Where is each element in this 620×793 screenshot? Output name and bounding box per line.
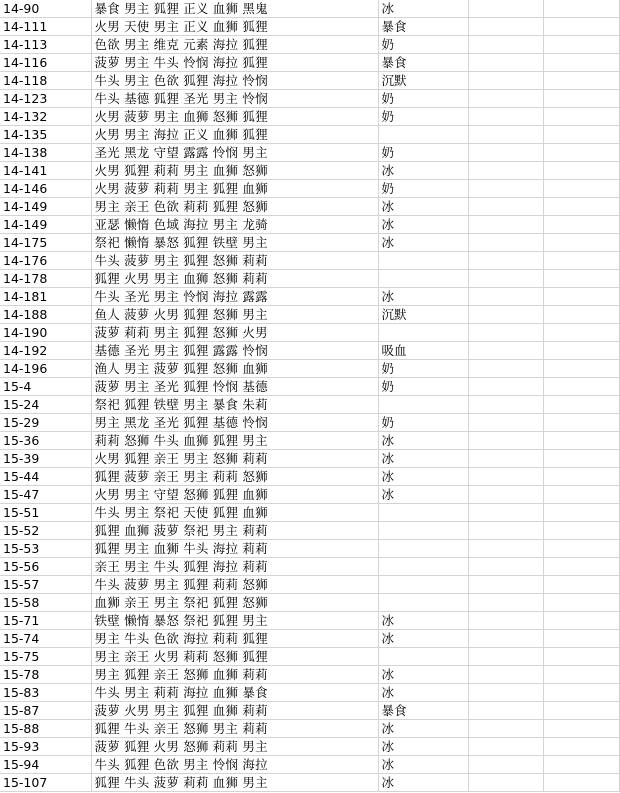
cell-empty[interactable] (543, 576, 619, 594)
cell-tag[interactable]: 沉默 (378, 306, 468, 324)
cell-team[interactable]: 牛头 男主 色欲 狐狸 海拉 怜悯 (91, 72, 378, 90)
cell-id[interactable]: 15-107 (0, 774, 91, 792)
cell-tag[interactable]: 暴食 (378, 702, 468, 720)
cell-empty[interactable] (468, 432, 543, 450)
cell-empty[interactable] (468, 378, 543, 396)
cell-empty[interactable] (468, 234, 543, 252)
cell-team[interactable]: 牛头 狐狸 色欲 男主 怜悯 海拉 (91, 756, 378, 774)
cell-team[interactable]: 渔人 男主 菠萝 狐狸 怒狮 血狮 (91, 360, 378, 378)
cell-id[interactable]: 14-146 (0, 180, 91, 198)
cell-id[interactable]: 14-141 (0, 162, 91, 180)
table-row (0, 252, 619, 270)
table-row (0, 36, 619, 54)
cell-empty[interactable] (468, 216, 543, 234)
cell-empty[interactable] (543, 504, 619, 522)
cell-tag[interactable]: 冰 (378, 216, 468, 234)
cell-tag[interactable]: 冰 (378, 738, 468, 756)
cell-empty[interactable] (468, 54, 543, 72)
cell-team[interactable]: 血狮 亲王 男主 祭祀 狐狸 怒狮 (91, 594, 378, 612)
cell-tag[interactable] (378, 648, 468, 666)
cell-id[interactable]: 14-116 (0, 54, 91, 72)
cell-id[interactable]: 15-44 (0, 468, 91, 486)
table-row (0, 108, 619, 126)
cell-empty[interactable] (468, 36, 543, 54)
table-row (0, 144, 619, 162)
cell-tag[interactable] (378, 270, 468, 288)
table-row (0, 684, 619, 702)
cell-team[interactable]: 火男 狐狸 亲王 男主 怒狮 莉莉 (91, 450, 378, 468)
table-row (0, 0, 619, 18)
cell-empty[interactable] (543, 594, 619, 612)
cell-tag[interactable]: 冰 (378, 486, 468, 504)
cell-id[interactable]: 15-93 (0, 738, 91, 756)
cell-tag[interactable]: 冰 (378, 198, 468, 216)
cell-id[interactable]: 15-51 (0, 504, 91, 522)
table-row (0, 522, 619, 540)
cell-empty[interactable] (468, 324, 543, 342)
table-row (0, 702, 619, 720)
cell-empty[interactable] (543, 486, 619, 504)
table-row (0, 54, 619, 72)
cell-tag[interactable] (378, 540, 468, 558)
table-row (0, 18, 619, 36)
cell-team[interactable]: 男主 牛头 色欲 海拉 莉莉 狐狸 (91, 630, 378, 648)
cell-id[interactable]: 14-132 (0, 108, 91, 126)
cell-empty[interactable] (543, 612, 619, 630)
cell-empty[interactable] (468, 72, 543, 90)
table-row (0, 504, 619, 522)
cell-empty[interactable] (543, 630, 619, 648)
cell-empty[interactable] (468, 540, 543, 558)
cell-team[interactable]: 牛头 菠萝 男主 狐狸 莉莉 怒狮 (91, 576, 378, 594)
table-row (0, 72, 619, 90)
cell-id[interactable]: 15-71 (0, 612, 91, 630)
cell-team[interactable]: 火男 天使 男主 正义 血狮 狐狸 (91, 18, 378, 36)
table-row (0, 576, 619, 594)
cell-tag[interactable] (378, 594, 468, 612)
cell-tag[interactable]: 冰 (378, 468, 468, 486)
cell-tag[interactable]: 吸血 (378, 342, 468, 360)
cell-tag[interactable]: 奶 (378, 36, 468, 54)
cell-tag[interactable] (378, 522, 468, 540)
cell-empty[interactable] (468, 288, 543, 306)
cell-team[interactable]: 火男 菠萝 男主 血狮 怒狮 狐狸 (91, 108, 378, 126)
cell-id[interactable]: 15-57 (0, 576, 91, 594)
cell-empty[interactable] (543, 414, 619, 432)
cell-team[interactable]: 暴食 男主 狐狸 正义 血狮 黑鬼 (91, 0, 378, 18)
cell-empty[interactable] (543, 90, 619, 108)
cell-tag[interactable]: 奶 (378, 378, 468, 396)
cell-tag[interactable]: 冰 (378, 684, 468, 702)
cell-team[interactable]: 色欲 男主 维克 元素 海拉 狐狸 (91, 36, 378, 54)
table-row (0, 306, 619, 324)
table-row (0, 216, 619, 234)
cell-empty[interactable] (543, 18, 619, 36)
cell-empty[interactable] (468, 720, 543, 738)
cell-id[interactable]: 14-149 (0, 198, 91, 216)
cell-empty[interactable] (543, 36, 619, 54)
table-row (0, 486, 619, 504)
cell-empty[interactable] (543, 684, 619, 702)
cell-tag[interactable]: 冰 (378, 450, 468, 468)
cell-empty[interactable] (543, 756, 619, 774)
cell-empty[interactable] (543, 180, 619, 198)
cell-id[interactable]: 15-4 (0, 378, 91, 396)
cell-empty[interactable] (543, 288, 619, 306)
cell-empty[interactable] (543, 378, 619, 396)
cell-team[interactable]: 牛头 男主 祭祀 天使 狐狸 血狮 (91, 504, 378, 522)
table-row (0, 738, 619, 756)
cell-empty[interactable] (468, 342, 543, 360)
cell-id[interactable]: 15-87 (0, 702, 91, 720)
cell-empty[interactable] (468, 522, 543, 540)
table-row (0, 594, 619, 612)
cell-team[interactable]: 男主 狐狸 亲王 怒狮 血狮 莉莉 (91, 666, 378, 684)
cell-empty[interactable] (543, 144, 619, 162)
cell-id[interactable]: 14-196 (0, 360, 91, 378)
cell-empty[interactable] (468, 126, 543, 144)
cell-id[interactable]: 14-178 (0, 270, 91, 288)
cell-empty[interactable] (468, 360, 543, 378)
cell-id[interactable]: 14-188 (0, 306, 91, 324)
cell-team[interactable]: 菠萝 火男 男主 狐狸 血狮 莉莉 (91, 702, 378, 720)
cell-empty[interactable] (468, 252, 543, 270)
cell-empty[interactable] (468, 486, 543, 504)
cell-empty[interactable] (468, 414, 543, 432)
cell-id[interactable]: 15-56 (0, 558, 91, 576)
cell-id[interactable]: 15-52 (0, 522, 91, 540)
cell-team[interactable]: 牛头 基德 狐狸 圣光 男主 怜悯 (91, 90, 378, 108)
table-row (0, 648, 619, 666)
table-row (0, 90, 619, 108)
cell-team[interactable]: 狐狸 火男 男主 血狮 怒狮 莉莉 (91, 270, 378, 288)
cell-team[interactable]: 鱼人 菠萝 火男 狐狸 怒狮 男主 (91, 306, 378, 324)
cell-tag[interactable]: 奶 (378, 144, 468, 162)
cell-empty[interactable] (468, 108, 543, 126)
cell-empty[interactable] (543, 306, 619, 324)
cell-empty[interactable] (468, 468, 543, 486)
cell-id[interactable]: 15-83 (0, 684, 91, 702)
cell-team[interactable]: 基德 圣光 男主 狐狸 露露 怜悯 (91, 342, 378, 360)
cell-id[interactable]: 15-36 (0, 432, 91, 450)
cell-empty[interactable] (468, 270, 543, 288)
table-row (0, 720, 619, 738)
table-row (0, 324, 619, 342)
table-row (0, 396, 619, 414)
cell-id[interactable]: 14-149 (0, 216, 91, 234)
cell-team[interactable]: 狐狸 牛头 亲王 怒狮 男主 莉莉 (91, 720, 378, 738)
table-row (0, 432, 619, 450)
cell-empty[interactable] (468, 306, 543, 324)
cell-tag[interactable]: 暴食 (378, 54, 468, 72)
cell-tag[interactable] (378, 504, 468, 522)
cell-team[interactable]: 男主 黑龙 圣光 狐狸 基德 怜悯 (91, 414, 378, 432)
table-row (0, 378, 619, 396)
cell-empty[interactable] (543, 360, 619, 378)
cell-id[interactable]: 14-176 (0, 252, 91, 270)
cell-empty[interactable] (543, 702, 619, 720)
cell-empty[interactable] (543, 324, 619, 342)
cell-empty[interactable] (543, 738, 619, 756)
cell-id[interactable]: 14-90 (0, 0, 91, 18)
cell-empty[interactable] (468, 594, 543, 612)
cell-empty[interactable] (543, 396, 619, 414)
cell-empty[interactable] (468, 162, 543, 180)
cell-team[interactable]: 火男 男主 海拉 正义 血狮 狐狸 (91, 126, 378, 144)
cell-tag[interactable] (378, 126, 468, 144)
cell-tag[interactable]: 奶 (378, 180, 468, 198)
cell-empty[interactable] (468, 666, 543, 684)
cell-team[interactable]: 牛头 菠萝 男主 狐狸 怒狮 莉莉 (91, 252, 378, 270)
cell-id[interactable]: 15-74 (0, 630, 91, 648)
cell-empty[interactable] (468, 144, 543, 162)
cell-empty[interactable] (543, 54, 619, 72)
cell-empty[interactable] (543, 72, 619, 90)
cell-tag[interactable]: 冰 (378, 234, 468, 252)
cell-tag[interactable] (378, 396, 468, 414)
table-row (0, 180, 619, 198)
cell-tag[interactable]: 冰 (378, 612, 468, 630)
cell-tag[interactable]: 冰 (378, 720, 468, 738)
cell-id[interactable]: 15-58 (0, 594, 91, 612)
cell-empty[interactable] (468, 702, 543, 720)
cell-empty[interactable] (543, 450, 619, 468)
cell-empty[interactable] (543, 432, 619, 450)
cell-empty[interactable] (468, 648, 543, 666)
cell-tag[interactable]: 奶 (378, 414, 468, 432)
cell-empty[interactable] (543, 720, 619, 738)
table-row (0, 342, 619, 360)
cell-id[interactable]: 14-181 (0, 288, 91, 306)
table-row (0, 360, 619, 378)
cell-team[interactable]: 火男 狐狸 莉莉 男主 血狮 怒狮 (91, 162, 378, 180)
cell-empty[interactable] (543, 234, 619, 252)
table-row (0, 774, 619, 792)
cell-team[interactable]: 祭祀 狐狸 铁壁 男主 暴食 朱莉 (91, 396, 378, 414)
cell-empty[interactable] (468, 738, 543, 756)
cell-id[interactable]: 14-123 (0, 90, 91, 108)
cell-empty[interactable] (543, 0, 619, 18)
table-row (0, 288, 619, 306)
cell-id[interactable]: 15-75 (0, 648, 91, 666)
cell-tag[interactable]: 冰 (378, 162, 468, 180)
cell-empty[interactable] (543, 126, 619, 144)
table-row (0, 558, 619, 576)
cell-tag[interactable]: 冰 (378, 432, 468, 450)
cell-tag[interactable]: 冰 (378, 630, 468, 648)
cell-team[interactable]: 圣光 黑龙 守望 露露 怜悯 男主 (91, 144, 378, 162)
cell-team[interactable]: 亚瑟 懒惰 色域 海拉 男主 龙骑 (91, 216, 378, 234)
cell-tag[interactable]: 冰 (378, 756, 468, 774)
cell-tag[interactable] (378, 324, 468, 342)
cell-empty[interactable] (543, 774, 619, 792)
table-row (0, 756, 619, 774)
cell-empty[interactable] (543, 216, 619, 234)
cell-team[interactable]: 牛头 圣光 男主 怜悯 海拉 露露 (91, 288, 378, 306)
cell-empty[interactable] (543, 558, 619, 576)
cell-id[interactable]: 14-111 (0, 18, 91, 36)
cell-tag[interactable]: 冰 (378, 774, 468, 792)
cell-tag[interactable]: 冰 (378, 666, 468, 684)
cell-team[interactable]: 男主 亲王 火男 莉莉 怒狮 狐狸 (91, 648, 378, 666)
cell-tag[interactable]: 冰 (378, 288, 468, 306)
cell-team[interactable]: 狐狸 男主 血狮 牛头 海拉 莉莉 (91, 540, 378, 558)
cell-empty[interactable] (468, 612, 543, 630)
cell-team[interactable]: 菠萝 男主 圣光 狐狸 怜悯 基德 (91, 378, 378, 396)
table-row (0, 450, 619, 468)
cell-id[interactable]: 15-53 (0, 540, 91, 558)
table-row (0, 270, 619, 288)
cell-team[interactable]: 火男 菠萝 莉莉 男主 狐狸 血狮 (91, 180, 378, 198)
cell-tag[interactable]: 奶 (378, 90, 468, 108)
cell-empty[interactable] (543, 666, 619, 684)
cell-team[interactable]: 亲王 男主 牛头 狐狸 海拉 莉莉 (91, 558, 378, 576)
cell-empty[interactable] (543, 468, 619, 486)
cell-empty[interactable] (543, 648, 619, 666)
cell-empty[interactable] (468, 684, 543, 702)
cell-team[interactable]: 狐狸 血狮 菠萝 祭祀 男主 莉莉 (91, 522, 378, 540)
cell-team[interactable]: 莉莉 怒狮 牛头 血狮 狐狸 男主 (91, 432, 378, 450)
cell-empty[interactable] (468, 630, 543, 648)
cell-team[interactable]: 狐狸 牛头 菠萝 莉莉 血狮 男主 (91, 774, 378, 792)
cell-id[interactable]: 14-175 (0, 234, 91, 252)
cell-id[interactable]: 14-190 (0, 324, 91, 342)
cell-empty[interactable] (468, 756, 543, 774)
cell-empty[interactable] (543, 252, 619, 270)
cell-empty[interactable] (543, 198, 619, 216)
cell-id[interactable]: 15-94 (0, 756, 91, 774)
cell-empty[interactable] (468, 90, 543, 108)
table-row (0, 234, 619, 252)
cell-id[interactable]: 14-135 (0, 126, 91, 144)
cell-id[interactable]: 15-24 (0, 396, 91, 414)
cell-empty[interactable] (468, 450, 543, 468)
cell-empty[interactable] (468, 396, 543, 414)
cell-empty[interactable] (468, 0, 543, 18)
cell-team[interactable]: 菠萝 莉莉 男主 狐狸 怒狮 火男 (91, 324, 378, 342)
cell-empty[interactable] (543, 108, 619, 126)
table-row (0, 198, 619, 216)
cell-team[interactable]: 狐狸 菠萝 亲王 男主 莉莉 怒狮 (91, 468, 378, 486)
cell-id[interactable]: 14-118 (0, 72, 91, 90)
table-row (0, 630, 619, 648)
cell-tag[interactable]: 暴食 (378, 18, 468, 36)
cell-tag[interactable]: 奶 (378, 108, 468, 126)
cell-empty[interactable] (468, 504, 543, 522)
cell-tag[interactable]: 沉默 (378, 72, 468, 90)
cell-empty[interactable] (543, 270, 619, 288)
cell-id[interactable]: 15-78 (0, 666, 91, 684)
cell-team[interactable]: 牛头 男主 莉莉 海拉 血狮 暴食 (91, 684, 378, 702)
cell-id[interactable]: 15-29 (0, 414, 91, 432)
cell-team[interactable]: 男主 亲王 色欲 莉莉 狐狸 怒狮 (91, 198, 378, 216)
table-row (0, 468, 619, 486)
cell-tag[interactable] (378, 576, 468, 594)
cell-tag[interactable]: 奶 (378, 360, 468, 378)
cell-team[interactable]: 祭祀 懒惰 暴怒 狐狸 铁壁 男主 (91, 234, 378, 252)
cell-team[interactable]: 火男 男主 守望 怒狮 狐狸 血狮 (91, 486, 378, 504)
table-row (0, 162, 619, 180)
table-row (0, 666, 619, 684)
cell-tag[interactable] (378, 252, 468, 270)
table-row (0, 540, 619, 558)
cell-tag[interactable] (378, 558, 468, 576)
cell-empty[interactable] (543, 162, 619, 180)
cell-empty[interactable] (468, 774, 543, 792)
cell-id[interactable]: 15-88 (0, 720, 91, 738)
cell-id[interactable]: 15-47 (0, 486, 91, 504)
cell-empty[interactable] (468, 558, 543, 576)
table-row (0, 414, 619, 432)
cell-id[interactable]: 15-39 (0, 450, 91, 468)
cell-team[interactable]: 菠萝 狐狸 火男 怒狮 莉莉 男主 (91, 738, 378, 756)
cell-empty[interactable] (468, 180, 543, 198)
cell-empty[interactable] (543, 522, 619, 540)
cell-empty[interactable] (468, 576, 543, 594)
cell-team[interactable]: 菠萝 男主 牛头 怜悯 海拉 狐狸 (91, 54, 378, 72)
cell-id[interactable]: 14-113 (0, 36, 91, 54)
cell-id[interactable]: 14-192 (0, 342, 91, 360)
cell-empty[interactable] (468, 18, 543, 36)
table-row (0, 126, 619, 144)
cell-empty[interactable] (543, 342, 619, 360)
cell-empty[interactable] (543, 540, 619, 558)
cell-id[interactable]: 14-138 (0, 144, 91, 162)
cell-tag[interactable]: 冰 (378, 0, 468, 18)
table-row (0, 612, 619, 630)
cell-team[interactable]: 铁壁 懒惰 暴怒 祭祀 狐狸 男主 (91, 612, 378, 630)
cell-empty[interactable] (468, 198, 543, 216)
